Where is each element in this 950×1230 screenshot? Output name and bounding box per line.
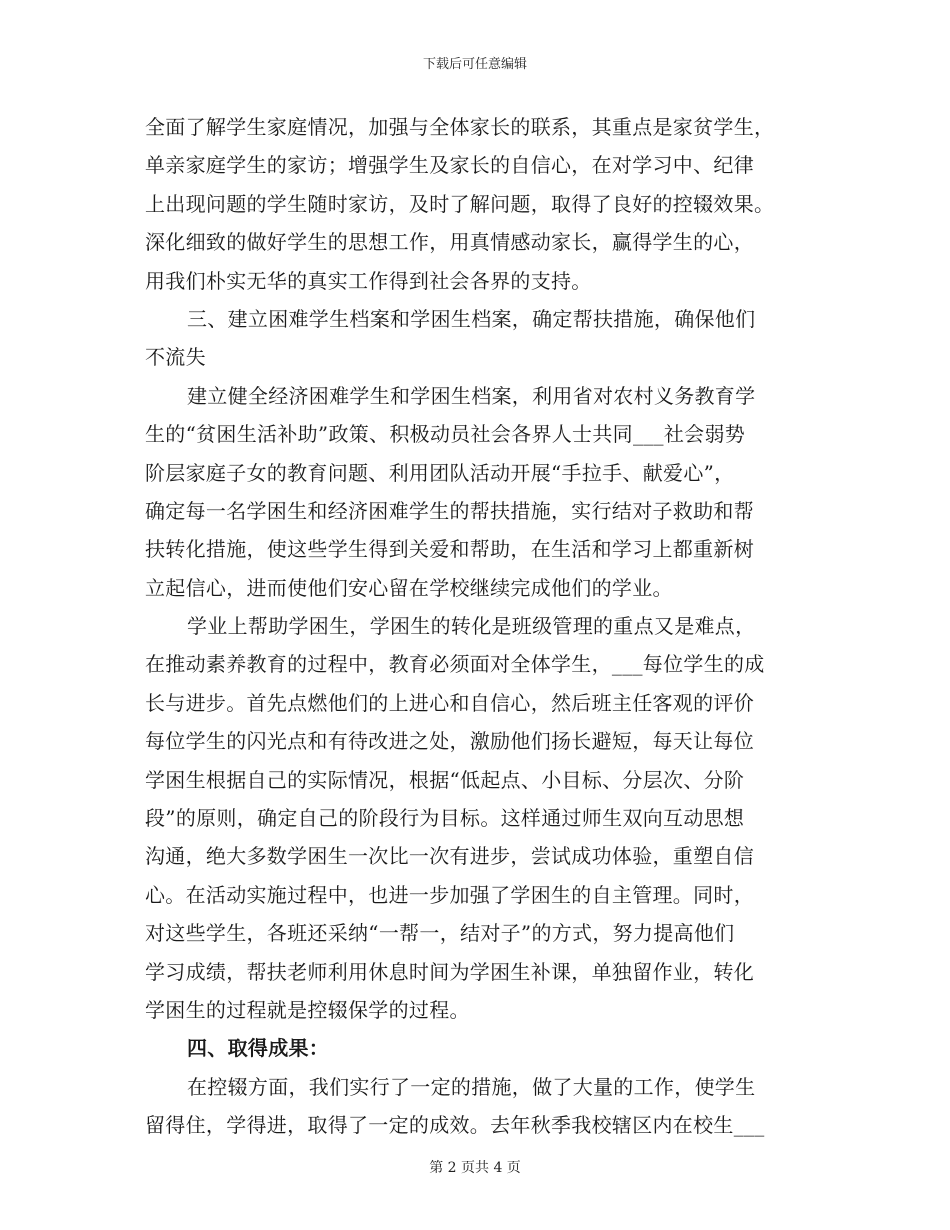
text-line: 深化细致的做好学生的思想工作，用真情感动家长，赢得学生的心， bbox=[145, 230, 754, 255]
text-line: 心。在活动实施过程中，也进一步加强了学困生的自主管理。同时， bbox=[145, 882, 754, 907]
text-line: 留得住，学得进，取得了一定的成效。去年秋季我校辖区内在校生___ bbox=[145, 1113, 765, 1138]
text-line: 用我们朴实无华的真实工作得到社会各界的支持。 bbox=[145, 268, 592, 293]
text-line: 沟通，绝大多数学困生一次比一次有进步，尝试成功体验，重塑自信 bbox=[145, 844, 754, 869]
text-line: 三、建立困难学生档案和学困生档案，确定帮扶措施，确保他们 bbox=[187, 306, 756, 331]
text-line: 对这些学生，各班还采纳“一帮一，结对子”的方式，努力提高他们 bbox=[145, 921, 735, 946]
text-line: 在控辍方面，我们实行了一定的措施，做了大量的工作，使学生 bbox=[187, 1074, 756, 1099]
text-line: 建立健全经济困难学生和学困生档案，利用省对农村义务教育学 bbox=[187, 383, 756, 408]
text-line: 全面了解学生家庭情况，加强与全体家长的联系，其重点是家贫学生， bbox=[145, 115, 775, 139]
text-line: 每位学生的闪光点和有待改进之处，激励他们扬长避短，每天让每位 bbox=[145, 729, 754, 754]
text-line: 阶层家庭子女的教育问题、利用团队活动开展“手拉手、献爱心”， bbox=[145, 460, 735, 485]
text-line: 确定每一名学困生和经济困难学生的帮扶措施，实行结对子救助和帮 bbox=[145, 498, 754, 523]
text-line: 在推动素养教育的过程中，教育必须面对全体学生，___每位学生的成 bbox=[145, 652, 765, 677]
text-line: 生的“贫困生活补助”政策、积极动员社会各界人士共同___社会弱势 bbox=[145, 422, 746, 447]
text-line: 扶转化措施，使这些学生得到关爱和帮助，在生活和学习上都重新树 bbox=[145, 537, 754, 562]
text-line: 单亲家庭学生的家访；增强学生及家长的自信心，在对学习中、纪律 bbox=[145, 153, 754, 178]
page-footer: 第 2 页共 4 页 bbox=[429, 1160, 521, 1176]
document-body bbox=[145, 108, 810, 1145]
text-line: 上出现问题的学生随时家访，及时了解问题，取得了良好的控辍效果。 bbox=[145, 191, 775, 216]
text-line: 长与进步。首先点燃他们的上进心和自信心，然后班主任客观的评价 bbox=[145, 690, 754, 715]
text-line: 学业上帮助学困生，学困生的转化是班级管理的重点又是难点， bbox=[187, 614, 756, 639]
text-line: 立起信心，进而使他们安心留在学校继续完成他们的学业。 bbox=[145, 575, 673, 600]
text-line: 学困生的过程就是控辍保学的过程。 bbox=[145, 997, 470, 1022]
text-line: 学习成绩，帮扶老师利用休息时间为学困生补课，单独留作业，转化 bbox=[145, 959, 754, 984]
text-line: 段”的原则，确定自己的阶段行为目标。这样通过师生双向互动思想 bbox=[145, 806, 745, 831]
page-header: 下载后可任意编辑 bbox=[422, 57, 527, 72]
section-heading: 四、取得成果： bbox=[187, 1036, 330, 1061]
text-line: 学困生根据自己的实际情况，根据“低起点、小目标、分层次、分阶 bbox=[145, 767, 745, 792]
text-line: 不流失 bbox=[145, 345, 206, 370]
